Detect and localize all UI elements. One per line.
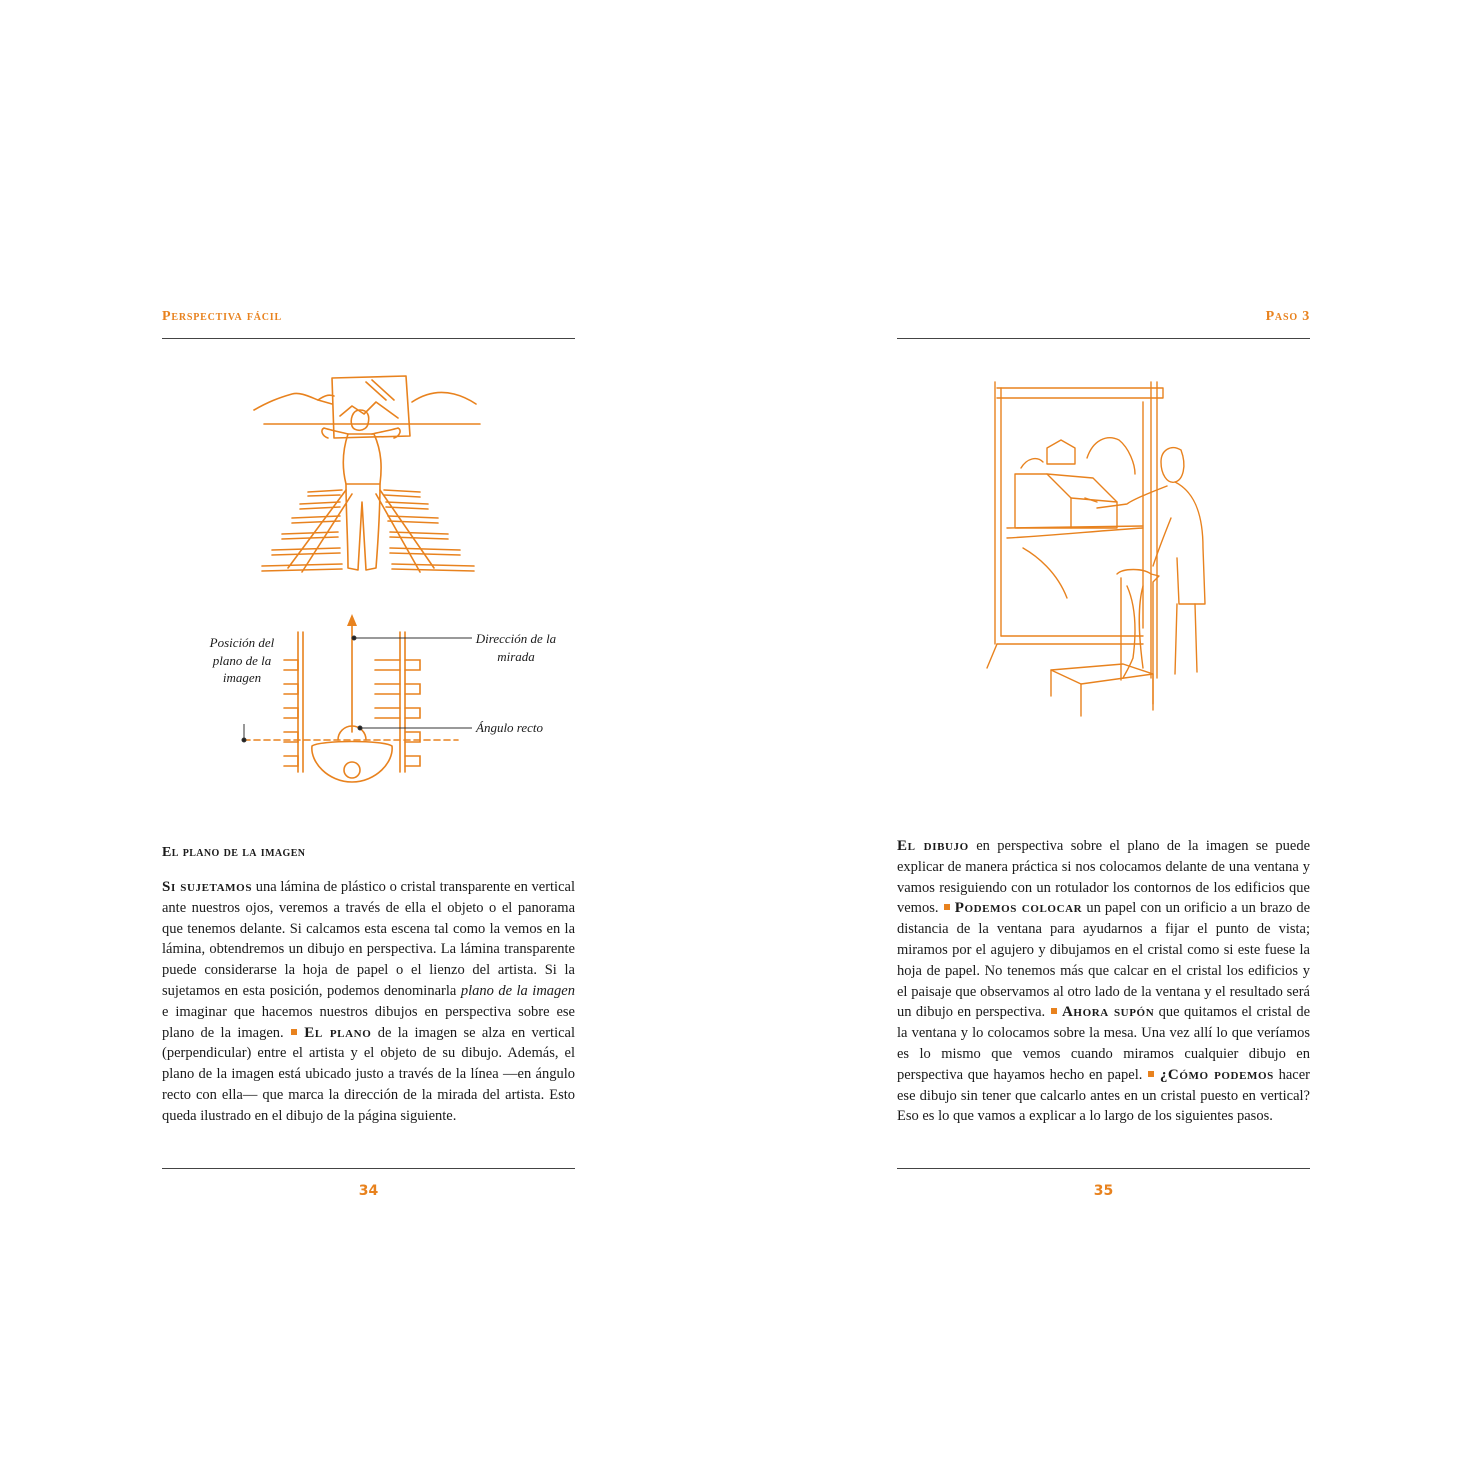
square-bullet-icon (1148, 1071, 1154, 1077)
footer-rule-left (162, 1168, 575, 1169)
right-page (897, 0, 1310, 1472)
footer-rule-right (897, 1168, 1310, 1169)
lead-in: Ahora supón (1061, 1004, 1155, 1021)
left-body-text (162, 877, 575, 1127)
lead-in: El plano (304, 1024, 372, 1041)
window-illustration (967, 378, 1232, 718)
left-page (162, 0, 575, 1472)
running-head-right: Paso 3 (1265, 309, 1310, 324)
caption-picture-plane-position: Posición del plano de la imagen (209, 635, 275, 685)
header-rule-right (897, 338, 1310, 339)
lead-in: El dibujo (897, 838, 969, 854)
square-bullet-icon (944, 904, 950, 910)
lead-in: Si sujetamos (162, 879, 253, 895)
section-heading: El plano de la imagen (162, 845, 306, 860)
running-head-left: Perspectiva fácil (162, 309, 282, 324)
body-run: que quitamos el cristal de la ventana y lo colocamos sobre la mesa. Una vez allí lo que veríamos es lo mismo que vemos cuando miramos cualquier dibujo en perspectiva que hayamos hecho en papel. (897, 1004, 1311, 1083)
body-italic: plano de la imagen (460, 982, 575, 999)
page-number-left: 34 (358, 1183, 379, 1199)
body-run: una lámina de plástico o cristal transparente en vertical ante nuestros ojos, veremos a través de ella el objeto o el panorama que tenemos delante. Si calcamos esta escena tal como la vemos en la lámina, obtendremos un dibujo en perspectiva. La lámina transparente puede considerarse la hoja de papel o el lienzo del artista. Si la sujetamos en esta posición, podemos denominarla (162, 879, 575, 999)
header-rule-left (162, 338, 575, 339)
body-run: de la imagen se alza en vertical (perpendicular) entre el artista y el objeto de su dibujo. Además, el plano de la imagen está ubicado justo a través de la línea —en ángulo recto con ella— que marca la dirección de la mirada del artista. Esto queda ilustrado en el dibujo de la página siguiente. (162, 1024, 576, 1124)
caption-gaze-direction: Dirección de la mirada (475, 631, 557, 664)
lead-in: Podemos colocar (954, 900, 1083, 917)
body-run: en perspectiva sobre el plano de la imagen se puede explicar de manera práctica si nos colocamos delante de una ventana y vamos resiguiendo con un rotulador los contornos de los edificios que vemos. (897, 838, 1311, 917)
body-run: e imaginar que hacemos nuestros dibujos en perspectiva sobre ese plano de la imagen. (162, 1003, 575, 1041)
square-bullet-icon (291, 1029, 297, 1035)
page-number-right: 35 (1093, 1183, 1114, 1199)
body-run: hacer ese dibujo sin tener que calcarlo antes en un cristal puesto en vertical? Eso es lo que vamos a explicar a lo largo de los siguientes pasos. (897, 1066, 1310, 1125)
railway-illustration (248, 372, 488, 577)
caption-right-angle: Ángulo recto (476, 720, 544, 735)
body-run: un papel con un orificio a un brazo de distancia de la ventana para ayudarnos a fijar el punto de vista; miramos por el agujero y dibujamos en el cristal como si este fuese la hoja de papel. No tenemos más que calcar en el cristal los edificios y el paisaje que observamos al otro lado de la ventana y el resultado será un dibujo en perspectiva. (897, 900, 1311, 1021)
right-body-text (897, 836, 1310, 1127)
square-bullet-icon (1051, 1008, 1057, 1014)
lead-in: ¿Cómo podemos (1159, 1066, 1274, 1083)
